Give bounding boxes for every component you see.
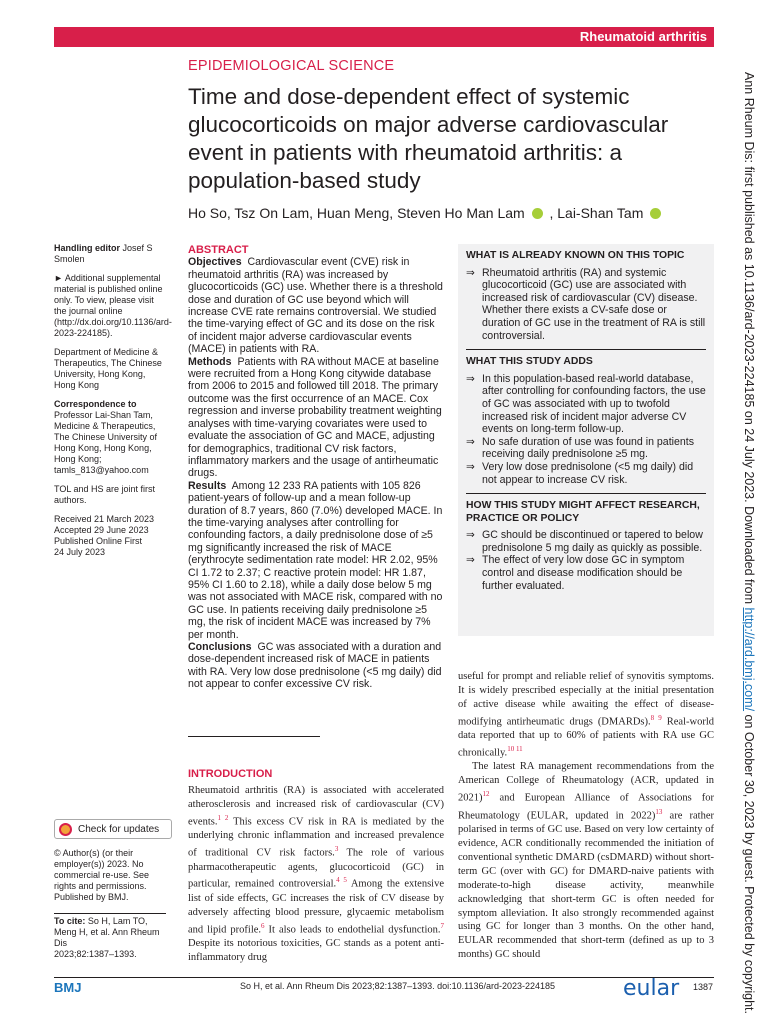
- intro-text: Among the extensive list of side effects, GC increases the risk of CV disease by adversely affecting blood pressure, glycaemic metabolism and lipid profile.: [188, 878, 444, 936]
- to-cite-label: To cite:: [54, 916, 86, 926]
- article-title: Time and dose-dependent effect of systemic glucocorticoids on major adverse cardiovascular event in patients with rheumatoid arthritis: a population-based study: [188, 84, 669, 193]
- reference-link[interactable]: 4 5: [336, 876, 347, 885]
- published-label: Published Online First: [54, 536, 143, 546]
- introduction-heading: INTRODUCTION: [188, 768, 273, 780]
- known-heading: WHAT IS ALREADY KNOWN ON THIS TOPIC: [466, 250, 685, 261]
- authors-part1: Ho So, Tsz On Lam, Huan Meng, Steven Ho Man Lam: [188, 205, 525, 221]
- adds-item: ⇒ Very low dose prednisolone (<5 mg daily) did not appear to increase CV risk.: [466, 461, 706, 486]
- affect-list: [466, 529, 706, 592]
- reference-link[interactable]: 3: [334, 845, 339, 854]
- methods-text: Patients with RA without MACE at baseline were recruited from a Hong Kong citywide database from 2006 to 2015 and followed till 2018. The primary outcome was the first occurrence of an MACE. Cox regression and inverse probability treatment weighting analyses with time-varying covariates were used to evaluate the association of GC and MACE, adjusting for demographics, traditional CV risk factors, inflammatory markers and the usage of antirheumatic drugs.: [188, 355, 442, 480]
- intro-text: Real-world data reported that up to 60% of patients with RA use GC chronically.: [458, 716, 714, 759]
- author-list: [188, 205, 664, 221]
- intro-text: Despite its notorious toxicities, GC stands as a potent anti-inflammatory drug: [188, 938, 444, 963]
- journal-banner: [54, 27, 714, 47]
- reference-link[interactable]: 10 11: [507, 745, 523, 754]
- eular-logo: eular: [623, 976, 680, 1001]
- intro-text: It also leads to endothelial dysfunction.: [264, 924, 441, 936]
- intro-text: are rather polarised in terms of GC use. Based on very low certainty of evidence, ACR conditionally recommended the initiation of conventional synthetic DMARD (csDMARD) without short-term GC (over with GC) for DMARD-naive patients with moderate-to-high disease activity, meanwhile acknowledging that short-term GC is often needed for symptom alleviation. It also strongly recommended against using GC for longer than 3 months. On the other hand, EULAR recommended that short-term (defined as up to 3 months) GC should: [458, 810, 714, 961]
- margin-note-part1: Ann Rheum Dis: first published as 10.1136/ard-2023-224185 on 24 July 2023. Downloaded from: [742, 72, 756, 608]
- page-number: 1387: [693, 982, 714, 992]
- objectives-text: Cardiovascular event (CVE) risk in rheumatoid arthritis (RA) was increased by glucocorticoids (GC) use. Whether there is a threshold dose and duration of GC use beyond which will increase CVE rate remains controversial. We studied the time-varying effect of GC and its dose on the risk of incident major adverse cardiovascular events (MACE) in patients with RA.: [188, 256, 443, 356]
- to-cite-text: So H, Lam TO, Meng H, et al. Ann Rheum Dis: [54, 916, 160, 948]
- abstract-methods: [188, 356, 446, 480]
- margin-download-note: [736, 72, 762, 1015]
- affect-item: ⇒ GC should be discontinued or tapered to below prednisolone 5 mg daily as quickly as possible.: [466, 529, 706, 554]
- abstract-heading: ABSTRACT: [188, 244, 249, 256]
- body-column-right: [458, 670, 714, 962]
- abstract-conclusions: [188, 641, 446, 691]
- crossmark-icon: [59, 823, 72, 836]
- to-cite: [54, 913, 166, 960]
- margin-note-text: [742, 72, 756, 1014]
- methods-label: Methods: [188, 355, 232, 368]
- section-label: EPIDEMIOLOGICAL SCIENCE: [188, 58, 395, 74]
- known-item: ⇒ Rheumatoid arthritis (RA) and systemic glucocorticoid (GC) use are associated with increased risk of cardiovascular (CV) disease. Whether there exists a CV-safe dose or duration of GC use in the treatment of RA is still controversial.: [466, 267, 706, 343]
- reference-link[interactable]: 6: [261, 921, 265, 930]
- conclusions-label: Conclusions: [188, 641, 252, 653]
- footer-citation: So H, et al. Ann Rheum Dis 2023;82:1387–1393. doi:10.1136/ard-2023-224185: [240, 981, 556, 991]
- key-messages-box: [458, 244, 714, 636]
- reference-link[interactable]: 13: [655, 807, 663, 816]
- affiliation: Department of Medicine & Therapeutics, The Chinese University, Hong Kong, Hong Kong: [54, 347, 162, 390]
- dates: [54, 514, 166, 558]
- abstract-divider: [188, 736, 320, 737]
- abstract-objectives: [188, 256, 446, 355]
- authors-part2: , Lai-Shan Tam: [549, 205, 644, 221]
- affect-item: ⇒ The effect of very low dose GC in symptom control and disease modification should be further evaluated.: [466, 554, 706, 592]
- results-text: Among 12 233 RA patients with 105 826 patient-years of follow-up and a mean follow-up duration of 8.7 years, 860 (7.0%) developed MACE. In the time-varying analyses after controlling for confounding factors, a daily prednisolone dose of ≥5 mg significantly increased the risk of MACE (erythrocyte sedimentation rate model: HR 2.02, 95% CI 1.72 to 2.37; C reactive protein model: HR 1.87, 95% CI 1.60 to 2.18), while a daily dose below 5 mg was not associated with MACE risk, compared with no GC use. In patients receiving daily prednisolone ≥5 mg, the risk of incident MACE was increased by 7% per month.: [188, 479, 443, 641]
- published-date: 24 July 2023: [54, 547, 106, 557]
- received-date: Received 21 March 2023: [54, 514, 155, 524]
- copyright-note: © Author(s) (or their employer(s)) 2023. No commercial re-use. See rights and permissions. Published by BMJ.: [54, 848, 150, 902]
- joint-first-note: TOL and HS are joint first authors.: [54, 484, 156, 505]
- intro-text: The role of various pharmacotherapeutic agents, glucocorticoid (GC) in particular, remained controversial.: [188, 847, 444, 890]
- body-column-left: [188, 784, 444, 965]
- correspondence-label: Correspondence to: [54, 399, 137, 409]
- adds-list: [466, 373, 706, 486]
- conclusions-text: GC was associated with a duration and dose-dependent increased risk of MACE in patients with RA. Very low dose prednisolone (<5 mg daily) did not appear to confer excessive CV risk.: [188, 641, 442, 691]
- reference-link[interactable]: 12: [482, 790, 490, 799]
- affect-heading: HOW THIS STUDY MIGHT AFFECT RESEARCH, PRACTICE OR POLICY: [466, 493, 706, 525]
- adds-heading: WHAT THIS STUDY ADDS: [466, 349, 706, 369]
- reference-link[interactable]: 8 9: [650, 713, 662, 722]
- intro-text: This excess CV risk in RA is mediated by the underlying chronic inflammation and increased prevalence of traditional CV risk factors.: [188, 816, 445, 859]
- orcid-icon[interactable]: [532, 208, 543, 219]
- correspondence-text: Professor Lai-Shan Tam, Medicine & Therapeutics, The Chinese University of Hong Kong, Hong Kong, Hong Kong; tamls_813@yahoo.com: [54, 410, 158, 475]
- check-for-updates-button[interactable]: [54, 819, 172, 839]
- abstract-results: [188, 480, 446, 641]
- intro-text: The latest RA management recommendations from the American College of Rheumatology (ACR, updated in 2021): [458, 761, 715, 804]
- journal-banner-label: Rheumatoid arthritis: [579, 29, 707, 44]
- margin-note-part2: on October 30, 2023 by guest. Protected by copyright.: [742, 711, 756, 1015]
- intro-text: useful for prompt and reliable relief of synovitis symptoms. It is widely prescribed especially at the initial presentation of active disease while awaiting the effect of disease-modifying antirheumatic drugs (DMARDs).: [458, 671, 714, 728]
- reference-link[interactable]: 1 2: [217, 813, 229, 822]
- bmj-logo: BMJ: [54, 980, 82, 995]
- footer-divider: [54, 977, 714, 978]
- reference-link[interactable]: 7: [440, 921, 445, 930]
- supplemental-note[interactable]: ► Additional supplemental material is published online only. To view, please visit the journal online (http://dx.doi.org/10.1136/ard-2023-224185).: [54, 273, 172, 338]
- abstract: [188, 244, 446, 691]
- adds-item: ⇒ No safe duration of use was found in patients receiving daily prednisolone ≥5 mg.: [466, 436, 706, 461]
- handling-editor-label: Handling editor: [54, 243, 120, 253]
- known-list: [466, 267, 706, 343]
- to-cite-volume: 2023;82:1387–1393.: [54, 949, 137, 959]
- article-sidebar: [54, 243, 172, 566]
- accepted-date: Accepted 29 June 2023: [54, 525, 149, 535]
- check-for-updates-label: Check for updates: [78, 823, 160, 835]
- orcid-icon[interactable]: [650, 208, 661, 219]
- adds-item: ⇒ In this population-based real-world database, after controlling for confounding factors, the use of GC was associated with up to twofold increased risk of incident major adverse CV events on long-term follow-up.: [466, 373, 706, 436]
- correspondence: [54, 399, 166, 476]
- objectives-label: Objectives: [188, 256, 242, 269]
- results-label: Results: [188, 479, 227, 492]
- intro-text: and European Alliance of Associations for Rheumatology (EULAR, updated in 2022): [458, 792, 714, 822]
- intro-text: Rheumatoid arthritis (RA) is associated with accelerated atherosclerosis and increased risk of cardiovascular (CV) events.: [188, 785, 444, 828]
- journal-link[interactable]: http://ard.bmj.com/: [742, 607, 756, 712]
- handling-editor: [54, 243, 166, 265]
- handling-editor-name: Josef S Smolen: [54, 243, 153, 264]
